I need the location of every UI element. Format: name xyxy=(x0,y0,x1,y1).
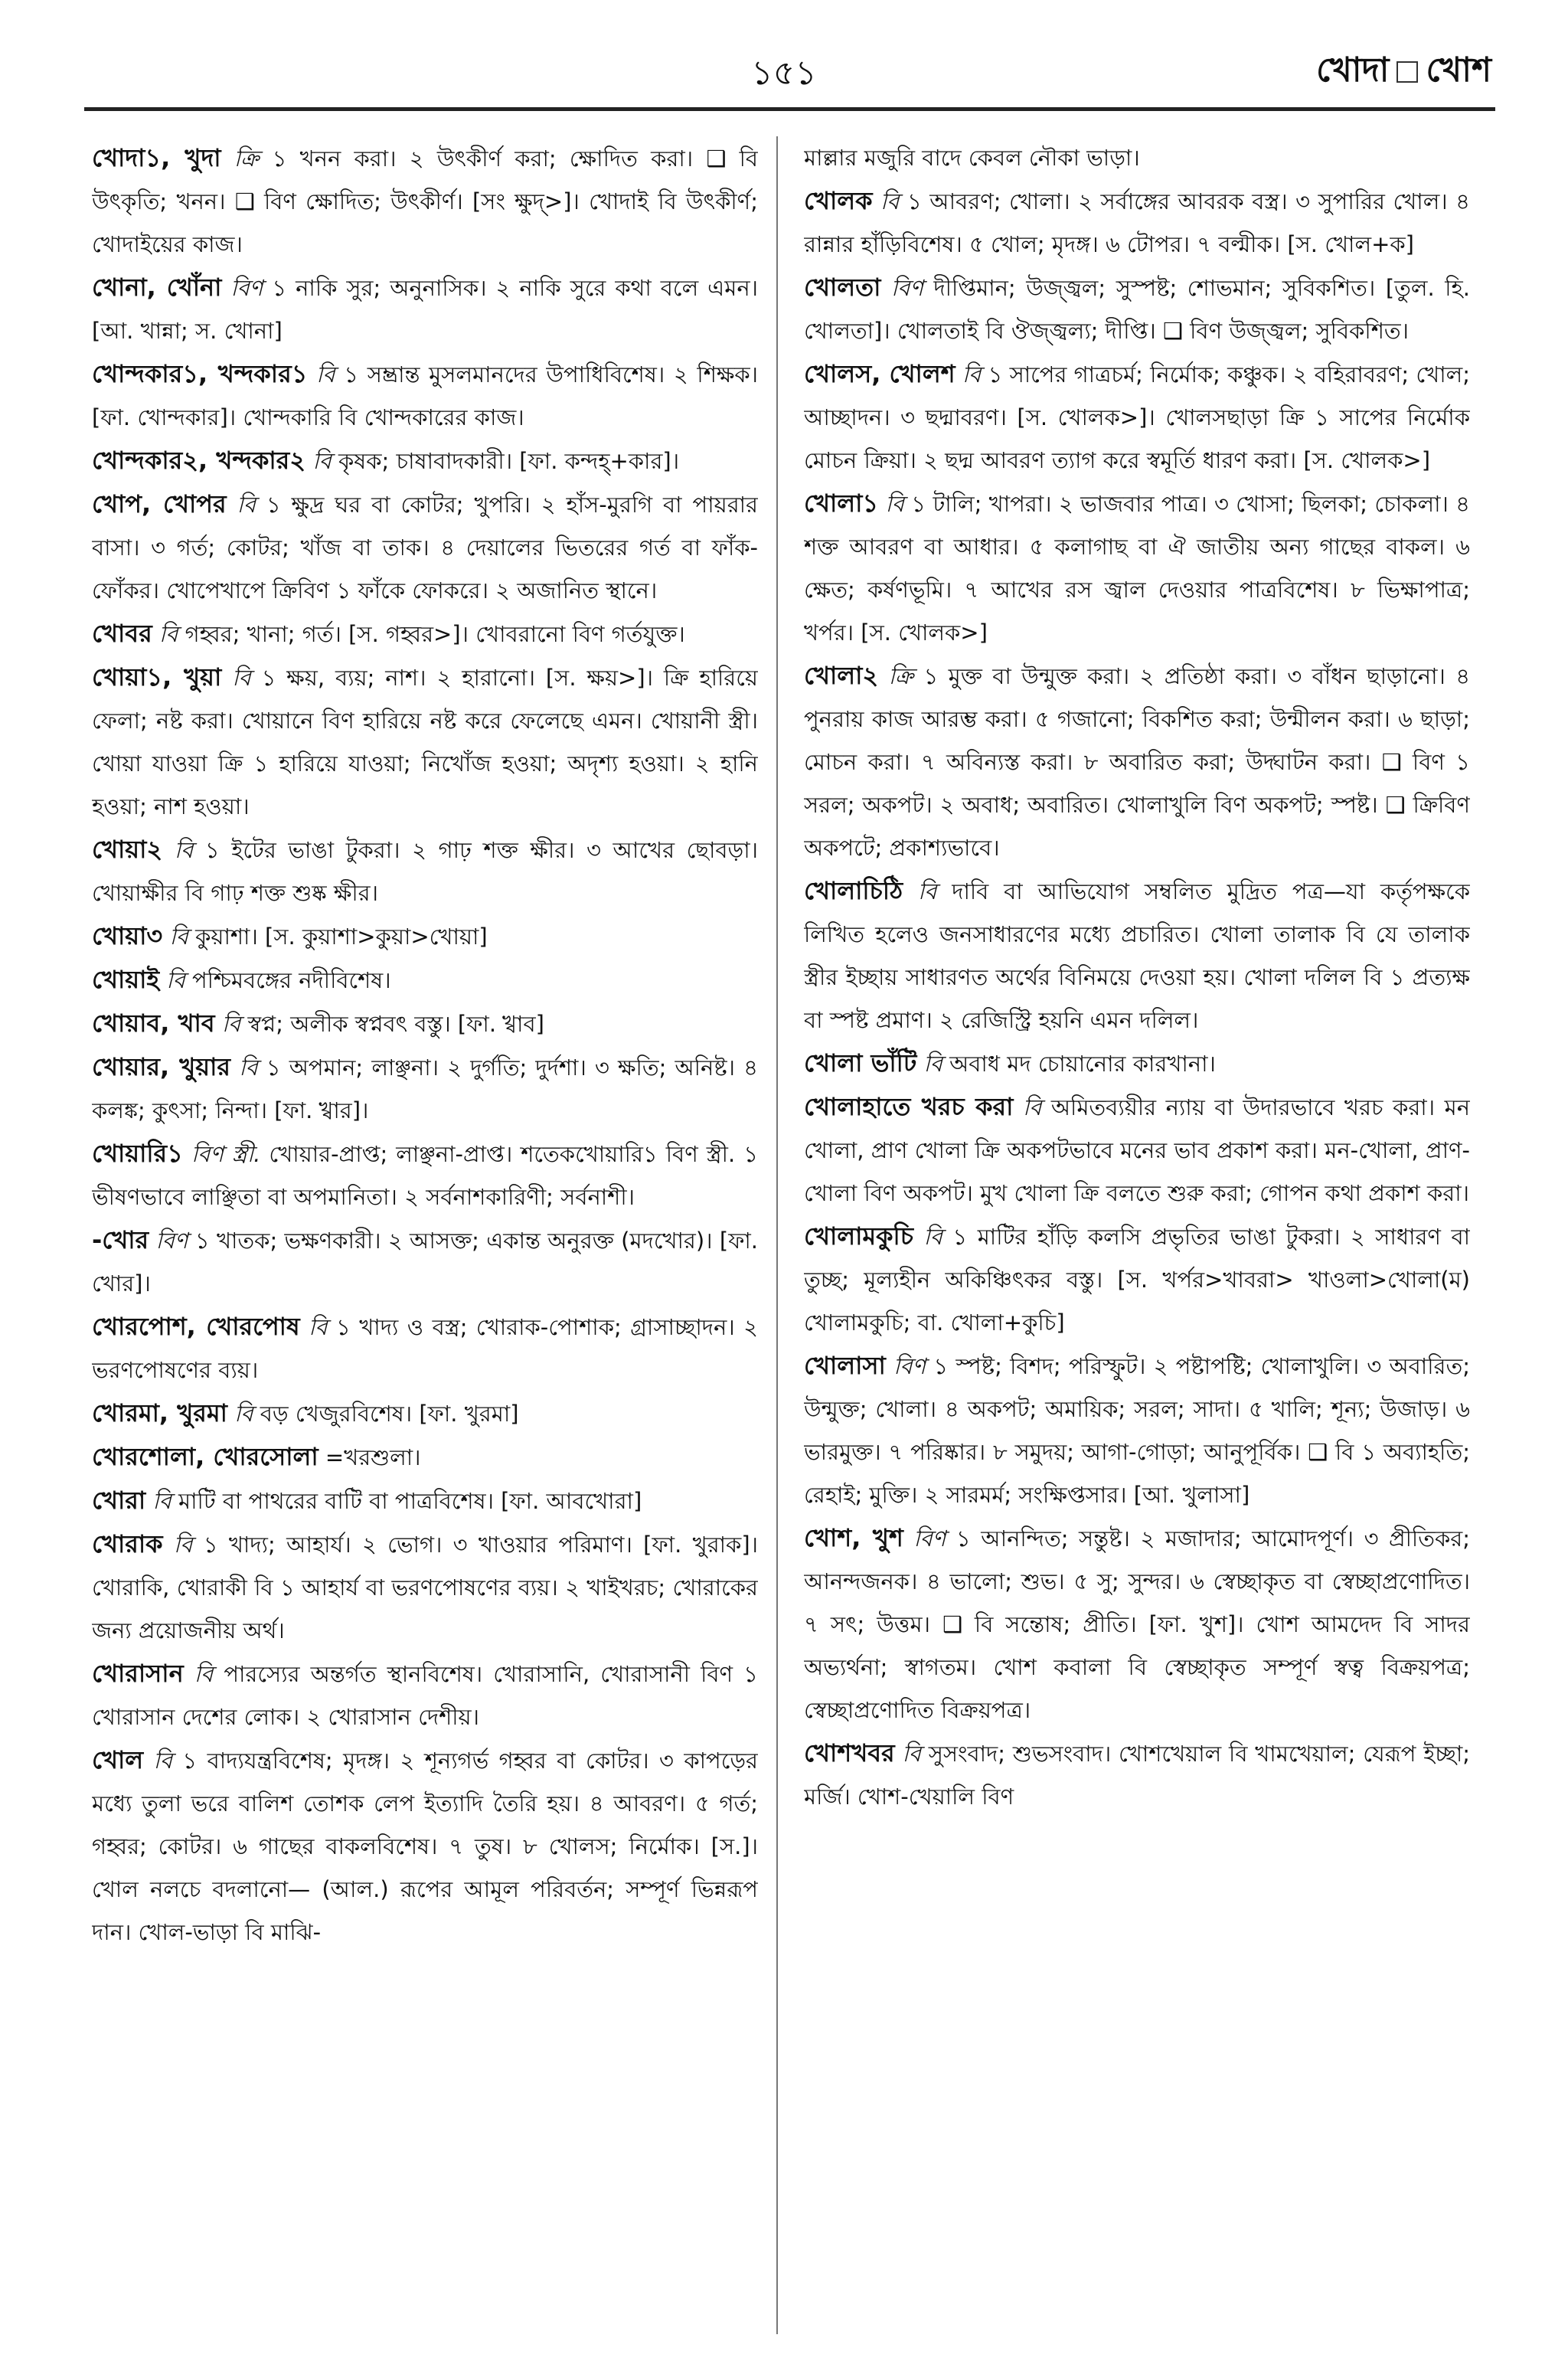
dictionary-entry xyxy=(92,828,758,914)
part-of-speech: বিণ xyxy=(155,1228,188,1254)
part-of-speech: বি xyxy=(232,665,251,691)
headword: খোদা১, খুদা xyxy=(92,143,221,172)
definition: ১ খাতক; ভক্ষণকারী। ২ আসক্ত; একান্ত অনুরক্ত (মদখোর)। [ফা. খোর]। xyxy=(92,1228,758,1297)
dictionary-entry xyxy=(92,656,758,828)
headword: খোরপোশ, খোরপোষ xyxy=(92,1312,300,1341)
headword: খোপ, খোপর xyxy=(92,489,227,518)
dictionary-entry xyxy=(804,1516,1470,1731)
dictionary-entry xyxy=(92,1305,758,1391)
definition: অমিতব্যয়ীর ন্যায় বা উদারভাবে খরচ করা। মন খোলা, প্রাণ খোলা ক্রি অকপটভাবে মনের ভাব প্রকাশ করা। মন-খোলা, প্রাণ-খোলা বিণ অকপট। মুখ খোলা ক্রি বলতে শুরু করা; গোপন কথা প্রকাশ করা। xyxy=(804,1094,1470,1206)
definition: ১ খনন করা। ২ উৎকীর্ণ করা; ক্ষোদিত করা। ❑ বি উৎকৃতি; খনন। ❑ বিণ ক্ষোদিত; উৎকীর্ণ। [সং ক্ষুদ্>]। খোদাই বি উৎকীর্ণ; খোদাইয়ের কাজ। xyxy=(92,146,758,257)
headword: খোলাসা xyxy=(804,1351,886,1380)
definition: পারস্যের অন্তর্গত স্থানবিশেষ। খোরাসানি, খোরাসানী বিণ ১ খোরাসান দেশের লোক। ২ খোরাসান দেশীয়। xyxy=(92,1661,758,1730)
dictionary-entry xyxy=(92,136,758,266)
part-of-speech: বি xyxy=(923,1224,942,1250)
dictionary-entry xyxy=(92,1002,758,1045)
dictionary-entry xyxy=(804,1215,1470,1344)
part-of-speech: বি xyxy=(153,1748,172,1774)
headword: খোলামকুচি xyxy=(804,1221,913,1251)
definition: ১ খাদ্য ও বস্ত্র; খোরাক-পোশাক; গ্রাসাচ্ছাদন। ২ ভরণপোষণের ব্যয়। xyxy=(92,1314,758,1383)
part-of-speech: বি xyxy=(158,621,178,647)
part-of-speech: বি xyxy=(1022,1094,1042,1120)
dictionary-entry xyxy=(92,1132,758,1218)
definition: গহ্বর; খানা; গর্ত। [স. গহ্বর>]। খোবরানো বিণ গর্তযুক্ত। xyxy=(185,621,685,647)
headword: খোলক xyxy=(804,186,873,215)
headword: খোরাক xyxy=(92,1529,163,1558)
dictionary-entry xyxy=(804,136,1470,179)
part-of-speech: বি xyxy=(885,491,904,517)
dictionary-entry xyxy=(92,958,758,1002)
guide-last-word: খোশ xyxy=(1426,51,1491,90)
dictionary-entry xyxy=(92,1435,758,1479)
part-of-speech: বি xyxy=(312,448,332,474)
dictionary-entry xyxy=(92,1479,758,1522)
definition: ১ ইটের ভাঙা টুকরা। ২ গাঢ় শক্ত ক্ষীর। ৩ আখের ছোবড়া। খোয়াক্ষীর বি গাঢ় শক্ত শুষ্ক ক্ষীর। xyxy=(92,837,758,906)
part-of-speech: বিণ স্ত্রী. xyxy=(191,1141,261,1167)
dictionary-entry xyxy=(92,439,758,482)
definition: দীপ্তিমান; উজ্জ্বল; সুস্পষ্ট; শোভমান; সুবিকশিত। [তুল. হি. খোলতা]। খোলতাই বি ঔজ্জ্বল্য; দীপ্তি। ❑ বিণ উজ্জ্বল; সুবিকশিত। xyxy=(804,275,1470,344)
part-of-speech: ক্রি xyxy=(888,663,914,689)
definition: ১ ক্ষয়, ব্যয়; নাশ। ২ হারানো। [স. ক্ষয়>]। ক্রি হারিয়ে ফেলা; নষ্ট করা। খোয়ানে বিণ হারিয়ে নষ্ট করে ফেলেছে এমন। খোয়ানী স্ত্রী। খোয়া যাওয়া ক্রি ১ হারিয়ে যাওয়া; নিখোঁজ হওয়া; অদৃশ্য হওয়া। ২ হানি হওয়া; নাশ হওয়া। xyxy=(92,665,758,819)
headword: খোরশোলা, খোরসোলা xyxy=(92,1442,318,1471)
dictionary-entry xyxy=(92,352,758,439)
part-of-speech: বিণ xyxy=(913,1525,946,1552)
part-of-speech: বি xyxy=(923,1051,942,1077)
headword: খোল xyxy=(92,1745,144,1774)
headword: খোয়াই xyxy=(92,965,160,994)
dictionary-entry xyxy=(92,482,758,612)
dictionary-entry xyxy=(804,482,1470,654)
dictionary-entry xyxy=(804,869,1470,1041)
definition: ১ সম্ভ্রান্ত মুসলমানদের উপাধিবিশেষ। ২ শিক্ষক। [ফা. খোন্দকার]। খোন্দকারি বি খোন্দকারের কাজ। xyxy=(92,361,758,430)
dictionary-entry xyxy=(92,612,758,656)
headword: খোবর xyxy=(92,619,152,648)
part-of-speech: বি xyxy=(237,492,256,518)
headword: খোয়া২ xyxy=(92,835,163,864)
headword: খোলা২ xyxy=(804,661,879,690)
definition: ১ সাপের গাত্রচর্ম; নির্মোক; কঞ্চুক। ২ বহিরাবরণ; খোল; আচ্ছাদন। ৩ ছদ্মাবরণ। [স. খোলক>]। খোলসছাড়া ক্রি ১ সাপের নির্মোক মোচন ক্রিয়া। ২ ছদ্ম আবরণ ত্যাগ করে স্বমূর্তি ধারণ করা। [স. খোলক>] xyxy=(804,361,1470,473)
headword: খোন্দকার১, খন্দকার১ xyxy=(92,359,308,388)
definition: কৃষক; চাষাবাদকারী। [ফা. কন্দহ্+কার]। xyxy=(338,448,680,474)
part-of-speech: বি xyxy=(166,967,185,993)
definition: ১ স্পষ্ট; বিশদ; পরিস্ফুট। ২ পষ্টাপষ্টি; খোলাখুলি। ৩ অবারিত; উন্মুক্ত; খোলা। ৪ অকপট; অমায়িক; সরল; সাদা। ৫ খালি; শূন্য; উজাড়। ৬ ভারমুক্ত। ৭ পরিষ্কার। ৮ সমুদয়; আগা-গোড়া; আনুপূর্বিক। ❑ বি ১ অব্যাহতি; রেহাই; মুক্তি। ২ সারমর্ম; সংক্ষিপ্তসার। [আ. খুলাসা] xyxy=(804,1353,1470,1508)
page-number: ১৫১ xyxy=(751,54,817,93)
part-of-speech: বি xyxy=(880,188,900,214)
dictionary-entry xyxy=(92,1045,758,1132)
part-of-speech: বি xyxy=(169,924,188,950)
part-of-speech: বি xyxy=(902,1741,921,1767)
definition: ১ আবরণ; খোলা। ২ সর্বাঙ্গের আবরক বস্ত্র। ৩ সুপারির খোল। ৪ রান্নার হাঁড়িবিশেষ। ৫ খোল; মৃদঙ্গ। ৬ টোপর। ৭ বল্মীক। [স. খোল+ক] xyxy=(804,188,1470,257)
dictionary-entry xyxy=(92,1652,758,1738)
definition: দাবি বা আভিযোগ সম্বলিত মুদ্রিত পত্র—যা কর্তৃপক্ষকে লিখিত হলেও জনসাধারণের মধ্যে প্রচারিত। খোলা তালাক বি যে তালাক স্ত্রীর ইচ্ছায় সাধারণত অর্থের বিনিময়ে দেওয়া হয়। খোলা দলিল বি ১ প্রত্যক্ষ বা স্পষ্ট প্রমাণ। ২ রেজিস্ট্রি হয়নি এমন দলিল। xyxy=(804,878,1470,1033)
dictionary-entry xyxy=(92,266,758,352)
dictionary-entry xyxy=(804,1731,1470,1818)
headword: খোলতা xyxy=(804,273,881,302)
headword: খোরমা, খুরমা xyxy=(92,1398,227,1427)
part-of-speech: বি xyxy=(239,1055,258,1081)
headword: খোয়াব, খাব xyxy=(92,1009,215,1038)
dictionary-entry xyxy=(804,1041,1470,1085)
definition: ১ ক্ষুদ্র ঘর বা কোটর; খুপরি। ২ হাঁস-মুরগি বা পায়রার বাসা। ৩ গর্ত; কোটর; খাঁজ বা তাক। ৪ দেয়ালের ভিতরের গর্ত বা ফাঁক-ফোঁকর। খোপেখাপে ক্রিবিণ ১ ফাঁকে ফোকরে। ২ অজানিত স্থানে। xyxy=(92,492,758,603)
headword: খোশখবর xyxy=(804,1738,895,1767)
dictionary-entry xyxy=(92,1218,758,1305)
definition: ১ নাকি সুর; অনুনাসিক। ২ নাকি সুরে কথা বলে এমন। [আ. খান্না; স. খোনা] xyxy=(92,275,758,344)
part-of-speech: বি xyxy=(173,1532,193,1558)
headword: খোলস, খোলশ xyxy=(804,359,956,388)
headword: খোরা xyxy=(92,1486,146,1515)
part-of-speech: বিণ xyxy=(890,275,923,301)
part-of-speech: বি xyxy=(174,837,194,863)
column-divider xyxy=(776,136,778,2334)
guide-separator-box xyxy=(1396,61,1418,83)
guide-first-word: খোদা xyxy=(1316,51,1390,90)
right-column xyxy=(804,136,1470,2342)
definition: মাটি বা পাথরের বাটি বা পাত্রবিশেষ। [ফা. আবখোরা] xyxy=(178,1488,642,1514)
definition: ১ খাদ্য; আহার্য। ২ ভোগ। ৩ খাওয়ার পরিমাণ। [ফা. খুরাক]। খোরাকি, খোরাকী বি ১ আহার্য বা ভরণপোষণের ব্যয়। ২ খাইখরচ; খোরাকের জন্য প্রয়োজনীয় অর্থ। xyxy=(92,1532,758,1643)
definition: অবাধ মদ চোয়ানোর কারখানা। xyxy=(949,1051,1216,1077)
definition: ১ মাটির হাঁড়ি কলসি প্রভৃতির ভাঙা টুকরা। ২ সাধারণ বা তুচ্ছ; মূল্যহীন অকিঞ্চিৎকর বস্তু। [স. খর্পর>খাবরা> খাওলা>খোলা(ম) খোলামকুচি; বা. খোলা+কুচি] xyxy=(804,1224,1470,1336)
headword: খোন্দকার২, খন্দকার২ xyxy=(92,446,306,475)
definition: খোয়ার-প্রাপ্ত; লাঞ্ছনা-প্রাপ্ত। শতেকখোয়ারি১ বিণ স্ত্রী. ১ ভীষণভাবে লাঞ্ছিতা বা অপমানিতা। ২ সর্বনাশকারিণী; সর্বনাশী। xyxy=(92,1141,758,1210)
definition: বড় খেজুরবিশেষ। [ফা. খুরমা] xyxy=(260,1401,519,1427)
dictionary-entry xyxy=(804,1344,1470,1516)
dictionary-entry xyxy=(804,179,1470,266)
part-of-speech: বি xyxy=(221,1011,241,1037)
part-of-speech: বিণ xyxy=(893,1353,926,1379)
headword: খোলাচিঠি xyxy=(804,876,903,905)
part-of-speech: বি xyxy=(962,361,982,387)
definition: ১ মুক্ত বা উন্মুক্ত করা। ২ প্রতিষ্ঠা করা। ৩ বাঁধন ছাড়ানো। ৪ পুনরায় কাজ আরম্ভ করা। ৫ গজানো; বিকশিত করা; উন্মীলন করা। ৬ ছাড়া; মোচন করা। ৭ অবিন্যস্ত করা। ৮ অবারিত করা; উদ্ঘাটন করা। ❑ বিণ ১ সরল; অকপট। ২ অবাধ; অবারিত। খোলাখুলি বিণ অকপট; স্পষ্ট। ❑ ক্রিবিণ অকপটে; প্রকাশ্যভাবে। xyxy=(804,663,1470,861)
dictionary-entry xyxy=(92,1522,758,1652)
dictionary-entry xyxy=(804,352,1470,482)
definition: কুয়াশা। [স. কুয়াশা>কুয়া>খোয়া] xyxy=(195,924,488,950)
definition: =খরশুলা। xyxy=(325,1444,421,1470)
dictionary-entry xyxy=(92,914,758,958)
headword: খোরাসান xyxy=(92,1659,184,1688)
headword: খোয়ার, খুয়ার xyxy=(92,1052,231,1081)
definition: ১ আনন্দিত; সন্তুষ্ট। ২ মজাদার; আমোদপূর্ণ। ৩ প্রীতিকর; আনন্দজনক। ৪ ভালো; শুভ। ৫ সু; সুন্দর। ৬ স্বেচ্ছাকৃত বা স্বেচ্ছাপ্রণোদিত। ৭ সৎ; উত্তম। ❑ বি সন্তোষ; প্রীতি। [ফা. খুশ]। খোশ আমদেদ বি সাদর অভ্যর্থনা; স্বাগতম। খোশ কবালা বি স্বেচ্ছাকৃত সম্পূর্ণ স্বত্ব বিক্রয়পত্র; স্বেচ্ছাপ্রণোদিত বিক্রয়পত্র। xyxy=(804,1525,1470,1723)
part-of-speech: বি xyxy=(316,361,335,387)
headword: খোলাহাতে খরচ করা xyxy=(804,1092,1014,1121)
part-of-speech: বি xyxy=(152,1488,172,1514)
definition: ১ টালি; খাপরা। ২ ভাজবার পাত্র। ৩ খোসা; ছিলকা; চোকলা। ৪ শক্ত আবরণ বা আধার। ৫ কলাগাছ বা ঐ জাতীয় অন্য গাছের বাকল। ৬ ক্ষেত; কর্ষণভূমি। ৭ আখের রস জ্বাল দেওয়ার পাত্রবিশেষ। ৮ ভিক্ষাপাত্র; খর্পর। [স. খোলক>] xyxy=(804,491,1470,646)
part-of-speech: বি xyxy=(234,1401,253,1427)
definition: সুসংবাদ; শুভসংবাদ। খোশখেয়াল বি খামখেয়াল; যেরূপ ইচ্ছা; মর্জি। খোশ-খেয়ালি বিণ xyxy=(804,1741,1470,1810)
headword: খোশ, খুশ xyxy=(804,1523,903,1552)
headword: খোয়া৩ xyxy=(92,921,163,950)
headword: খোয়া১, খুয়া xyxy=(92,662,222,692)
guide-words xyxy=(1316,44,1491,100)
headword: খোলা ভাঁটি xyxy=(804,1048,917,1077)
dictionary-entry xyxy=(804,654,1470,869)
header-rule xyxy=(84,107,1495,111)
definition: ১ অপমান; লাঞ্ছনা। ২ দুর্গতি; দুর্দশা। ৩ ক্ষতি; অনিষ্ট। ৪ কলঙ্ক; কুৎসা; নিন্দা। [ফা. খ্বার]। xyxy=(92,1055,758,1123)
dictionary-entry xyxy=(92,1391,758,1435)
definition: স্বপ্ন; অলীক স্বপ্নবৎ বস্তু। [ফা. খ্বাব] xyxy=(247,1011,544,1037)
part-of-speech: ক্রি xyxy=(234,146,260,172)
left-column xyxy=(92,136,758,2342)
headword: খোনা, খোঁনা xyxy=(92,273,222,302)
definition: ১ বাদ্যযন্ত্রবিশেষ; মৃদঙ্গ। ২ শূন্যগর্ভ গহ্বর বা কোটর। ৩ কাপড়ের মধ্যে তুলা ভরে বালিশ তোশক লেপ ইত্যাদি তৈরি হয়। ৪ আবরণ। ৫ গর্ত; গহ্বর; কোটর। ৬ গাছের বাকলবিশেষ। ৭ তুষ। ৮ খোলস; নির্মোক। [স.]। খোল নলচে বদলানো— (আল.) রূপের আমূল পরিবর্তন; সম্পূর্ণ ভিন্নরূপ দান। খোল-ভাড়া বি মাঝি- xyxy=(92,1748,758,1945)
headword: -খোর xyxy=(92,1225,149,1254)
part-of-speech: বি xyxy=(309,1314,328,1340)
part-of-speech: বি xyxy=(194,1661,214,1687)
headword: খোয়ারি১ xyxy=(92,1139,183,1168)
part-of-speech: বি xyxy=(917,878,937,904)
definition: পশ্চিমবঙ্গের নদীবিশেষ। xyxy=(191,967,391,993)
dictionary-entry xyxy=(804,1085,1470,1215)
dictionary-entry xyxy=(804,266,1470,352)
headword: খোলা১ xyxy=(804,489,879,518)
part-of-speech: বিণ xyxy=(230,275,263,301)
dictionary-entry xyxy=(92,1738,758,1954)
definition: মাল্লার মজুরি বাদে কেবল নৌকা ভাড়া। xyxy=(804,145,1140,171)
